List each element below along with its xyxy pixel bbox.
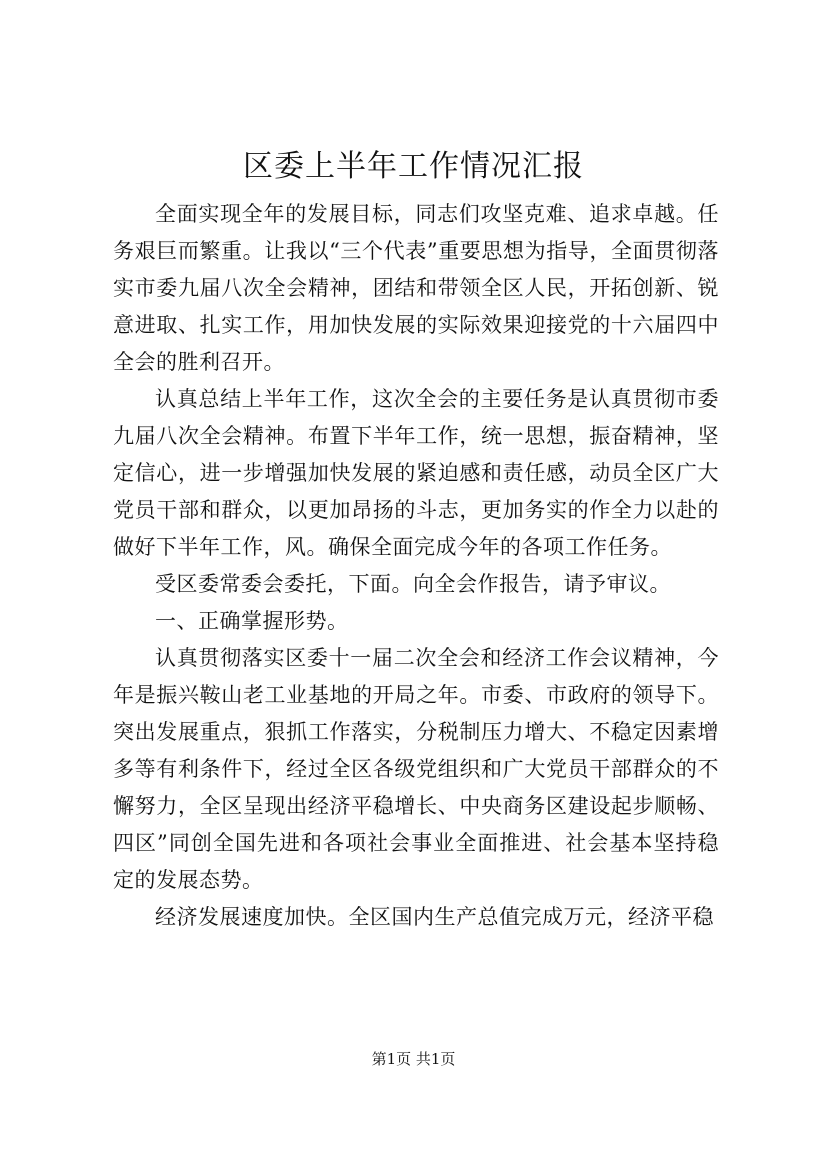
- paragraph: 经济发展速度加快。全区国内生产总值完成万元，经济平稳: [155, 905, 714, 929]
- document-title: 区委上半年工作情况汇报: [243, 149, 584, 184]
- paragraph: 受区委常委会委托，下面。向全会作报告，请予审议。: [155, 572, 671, 596]
- paragraph: 全面实现全年的发展目标，同志们攻坚克难、追求卓越。任务艰巨而繁重。让我以“三个代表”重要思想为指导，全面贯彻落实市委九届八次全会精神，团结和带领全区人民，开拓创新、锐意进取、扎实工作，用加快发展的实际效果迎接党的十六届四中全会的胜利召开。: [113, 202, 719, 374]
- paragraph: 认真总结上半年工作，这次全会的主要任务是认真贯彻市委九届八次全会精神。布置下半年工作，统一思想，振奋精神，坚定信心，进一步增强加快发展的紧迫感和责任感，动员全区广大党员干部和群众，以更加昂扬的斗志，更加务实的作全力以赴的做好下半年工作，风。确保全面完成今年的各项工作任务。: [113, 387, 719, 559]
- paragraph: 认真贯彻落实区委十一届二次全会和经济工作会议精神，今年是振兴鞍山老工业基地的开局之年。市委、市政府的领导下。突出发展重点，狠抓工作落实，分税制压力增大、不稳定因素增多等有利条件下，经过全区各级党组织和广大党员干部群众的不懈努力，全区呈现出经济平稳增长、中央商务区建设起步顺畅、四区”同创全国先进和各项社会事业全面推进、社会基本坚持稳定的发展态势。: [113, 646, 719, 892]
- document-body: [113, 196, 719, 936]
- section-heading: 一、正确掌握形势。: [155, 609, 349, 633]
- page-number-footer: 第1页 共1页: [371, 1050, 456, 1068]
